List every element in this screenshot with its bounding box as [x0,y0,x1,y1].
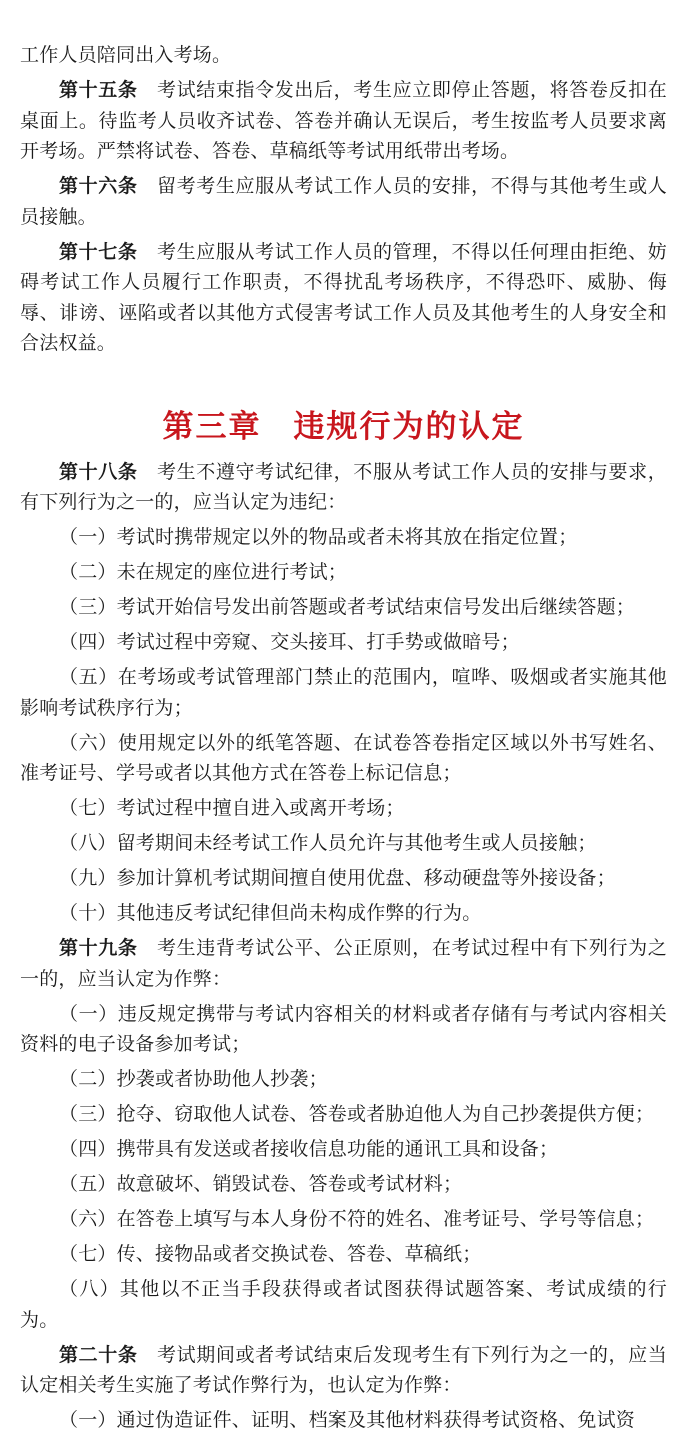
article-paragraph [20,933,667,994]
paragraph-text: （四）携带具有发送或者接收信息功能的通讯工具和设备； [59,1138,559,1160]
paragraph-text: 留考考生应服从考试工作人员的安排，不得与其他考生或人员接触。 [20,175,668,228]
article-paragraph [20,1340,667,1401]
list-item [20,1099,667,1130]
list-item [20,557,667,588]
paragraph-text: （三）抢夺、窃取他人试卷、答卷或者胁迫他人为自己抄袭提供方便； [59,1103,655,1125]
article-number: 第十八条 [59,460,138,483]
list-item [20,1239,667,1270]
paragraph-text: （四）考试过程中旁窥、交头接耳、打手势或做暗号； [59,631,520,653]
paragraph-text: （六）在答卷上填写与本人身份不符的姓名、准考证号、学号等信息； [59,1208,655,1230]
article-number: 第二十条 [59,1343,138,1366]
paragraph-text: （八）留考期间未经考试工作人员允许与其他考生或人员接触； [59,832,597,854]
paragraph-text: （五）故意破坏、销毁试卷、答卷或考试材料； [59,1173,463,1195]
article-paragraph [20,237,667,359]
chapter-number: 第三章 [162,408,262,445]
article-paragraph [20,457,667,518]
list-item [20,863,667,894]
paragraph-text: （九）参加计算机考试期间擅自使用优盘、移动硬盘等外接设备； [59,867,616,889]
paragraph-text: 考生不遵守考试纪律，不服从考试工作人员的安排与要求，有下列行为之一的，应当认定为违纪： [20,460,668,513]
list-item [20,828,667,859]
list-item [20,1405,667,1436]
paragraph-text: （五）在考场或考试管理部门禁止的范围内，喧哗、吸烟或者实施其他影响考试秩序行为； [20,666,667,719]
paragraph-text: （十）其他违反考试纪律但尚未构成作弊的行为。 [59,902,482,924]
list-item [20,999,667,1060]
list-item [20,1204,667,1235]
paragraph-text: （一）违反规定携带与考试内容相关的材料或者存储有与考试内容相关资料的电子设备参加考试； [20,1002,667,1055]
paragraph-text: （六）使用规定以外的纸笔答题、在试卷答卷指定区域以外书写姓名、准考证号、学号或者以其他方式在答卷上标记信息； [20,731,667,784]
list-item [20,898,667,929]
article-paragraph [20,40,667,71]
paragraph-text: （三）考试开始信号发出前答题或者考试结束信号发出后继续答题； [59,596,636,618]
paragraph-text: 考生违背考试公平、公正原则，在考试过程中有下列行为之一的，应当认定为作弊： [20,937,668,990]
list-item [20,1169,667,1200]
paragraph-text: （七）考试过程中擅自进入或离开考场； [59,797,405,819]
article-number: 第十六条 [59,175,138,197]
list-item [20,1064,667,1095]
list-item [20,793,667,824]
paragraph-text: （二）未在规定的座位进行考试； [59,561,348,583]
list-item [20,592,667,623]
chapter-heading [20,405,667,449]
list-item [20,522,667,553]
paragraph-text: 考试结束指令发出后，考生应立即停止答题，将答卷反扣在桌面上。待监考人员收齐试卷、答卷并确认无误后，考生按监考人员要求离开考场。严禁将试卷、答卷、草稿纸等考试用纸带出考场。 [20,79,668,162]
list-item [20,728,667,789]
article-paragraph [20,171,667,232]
paragraph-text: （一）考试时携带规定以外的物品或者未将其放在指定位置； [59,526,578,548]
chapter-title-text: 违规行为的认定 [293,408,525,445]
paragraph-text: 工作人员陪同出入考场。 [20,44,232,66]
article-number: 第十七条 [59,240,138,263]
paragraph-text: （八）其他以不正当手段获得或者试图获得试题答案、考试成绩的行为。 [20,1278,667,1331]
paragraph-text: （一）通过伪造证件、证明、档案及其他材料获得考试资格、免试资 [59,1409,636,1431]
list-item [20,1134,667,1165]
document-page [0,40,687,1431]
paragraph-text: 考试期间或者考试结束后发现考生有下列行为之一的，应当认定相关考生实施了考试作弊行为，也认定为作弊： [20,1343,668,1396]
article-paragraph [20,75,667,167]
paragraph-text: （七）传、接物品或者交换试卷、答卷、草稿纸； [59,1243,482,1265]
paragraph-text: （二）抄袭或者协助他人抄袭； [59,1068,328,1090]
article-number: 第十九条 [59,937,138,959]
paragraph-text: 考生应服从考试工作人员的管理，不得以任何理由拒绝、妨碍考试工作人员履行工作职责，不得扰乱考场秩序，不得恐吓、威胁、侮辱、诽谤、诬陷或者以其他方式侵害考试工作人员及其他考生的人身安全和合法权益。 [20,240,668,354]
list-item [20,1274,667,1335]
list-item [20,627,667,658]
list-item [20,662,667,723]
article-number: 第十五条 [59,79,138,101]
